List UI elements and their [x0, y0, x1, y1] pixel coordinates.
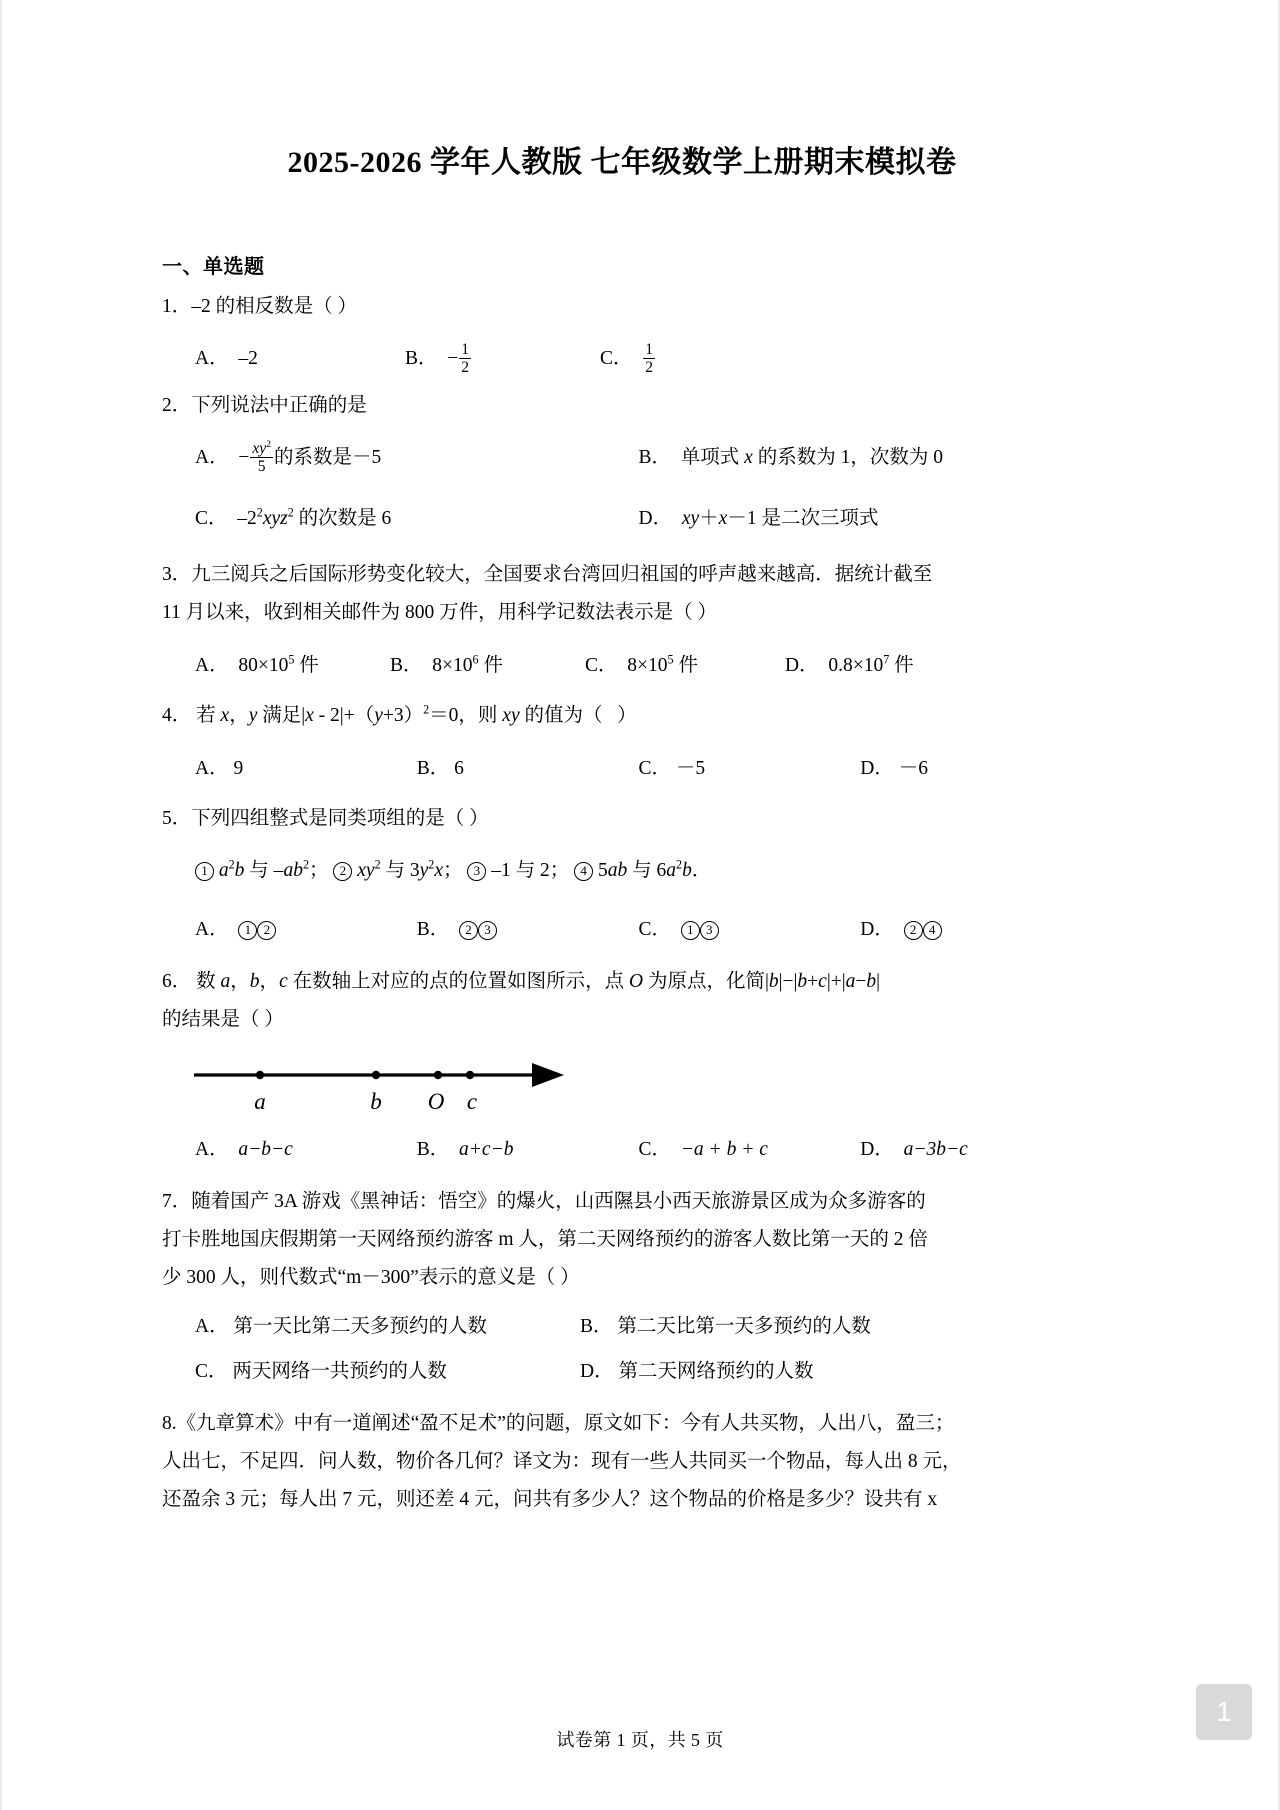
question-6-text-1: 数 a，b，c 在数轴上对应的点的位置如图所示，点 O 为原点，化简|b|−|b+c|+|a−b|	[196, 971, 881, 993]
option-1-a-label: A．	[195, 348, 229, 370]
circled-4-icon: 4	[574, 862, 593, 881]
number-line-diagram	[180, 1053, 600, 1119]
option-6-b-label: B．	[416, 1139, 450, 1161]
number-line-arrowhead	[532, 1063, 564, 1087]
option-1-c-label: C．	[600, 348, 633, 370]
question-4-stem	[162, 697, 1082, 735]
question-1-text: –2 的相反数是（ ）	[191, 296, 358, 317]
circled-4-icon: 4	[923, 921, 942, 940]
circled-1-icon: 1	[238, 921, 257, 940]
point-o-dot	[434, 1071, 442, 1079]
option-5-b-label: B．	[416, 919, 450, 941]
option-6-a[interactable]	[195, 1130, 417, 1169]
option-4-b-value: 6	[454, 758, 464, 780]
option-5-a[interactable]	[195, 910, 417, 949]
circled-2-icon: 2	[459, 921, 478, 940]
point-b-dot	[372, 1071, 380, 1079]
question-6-number: 6．	[162, 971, 192, 993]
question-5-items: 1 $a^2b$ 与 $-ab^2$； 2 $xy^2$ 与 $3y^2x$； 3 –1 与 2； 4 5ab 与 $6a^2b$．	[162, 852, 1082, 890]
option-2-c-label: C．	[195, 508, 228, 530]
section-heading: 一、单选题	[162, 256, 265, 278]
option-7-c-label: C．	[195, 1361, 228, 1383]
option-6-c-label: C．	[638, 1139, 672, 1161]
question-5-options	[162, 910, 1082, 949]
option-7-b-label: B．	[580, 1316, 613, 1338]
option-1-c-value: $\frac{1}{2}$	[645, 340, 654, 377]
question-6-stem-line-1	[162, 963, 1082, 1001]
option-7-a-label: A．	[195, 1316, 229, 1338]
question-7-stem-line-3: 少 300 人，则代数式“m－300”表示的意义是（ ）	[162, 1267, 580, 1289]
question-7-number: 7．	[162, 1191, 192, 1213]
option-2-b-label: B．	[638, 447, 672, 469]
option-4-d-value: －6	[898, 758, 928, 780]
option-3-a-label: A．	[195, 655, 229, 677]
question-7-stem-line-2: 打卡胜地国庆假期第一天网络预约游客 m 人，第二天网络预约的游客人数比第一天的 2 倍	[162, 1229, 928, 1251]
option-2-d[interactable]	[639, 499, 1083, 538]
question-4-number: 4．	[162, 705, 192, 727]
option-7-b-value: 第二天比第一天多预约的人数	[617, 1316, 871, 1338]
option-3-c[interactable]	[585, 646, 785, 685]
option-5-b[interactable]	[417, 910, 639, 949]
option-4-b[interactable]	[417, 749, 639, 788]
option-3-b[interactable]	[390, 646, 585, 685]
option-2-d-label: D．	[638, 508, 673, 530]
option-4-c-value: －5	[675, 758, 706, 780]
question-8-number: 8.	[162, 1413, 177, 1435]
option-7-c[interactable]	[195, 1352, 580, 1391]
question-4-text: 若 x，y 满足$|x - 2|+(y+3)^2=0$，则 xy 的值为（ ）	[196, 702, 637, 727]
option-6-d-value: a−3b−c	[903, 1139, 968, 1161]
option-5-d-value	[899, 919, 942, 940]
option-4-c[interactable]	[639, 749, 861, 788]
circled-3-icon: 3	[478, 921, 497, 940]
question-8-stem-line-2: 人出七，不足四．问人数，物价各几何？译文为：现有一些人共同买一个物品，每人出 8 元，	[162, 1451, 962, 1473]
option-3-d-value: $0.8\times 10^7$ 件	[823, 652, 914, 677]
page-shadow-left	[0, 0, 3, 1810]
question-2-text: 下列说法中正确的是	[191, 395, 367, 417]
option-2-d-value: xy＋x－1 是二次三项式	[681, 508, 879, 530]
question-7-stem-line-1	[162, 1183, 1082, 1221]
question-3-stem-line-1	[162, 556, 1082, 594]
question-8-stem-line-3: 还盈余 3 元；每人出 7 元，则还差 4 元，问共有多少人？这个物品的价格是多少？设共有 x	[162, 1489, 938, 1511]
option-4-b-label: B．	[416, 758, 450, 780]
option-6-d[interactable]	[860, 1130, 1082, 1169]
point-a-dot	[256, 1071, 264, 1079]
option-6-a-label: A．	[195, 1139, 229, 1161]
question-5-number: 5．	[162, 808, 192, 830]
question-5-text: 下列四组整式是同类项组的是（ ）	[191, 808, 489, 830]
option-6-b[interactable]	[417, 1130, 639, 1169]
option-3-d-label: D．	[785, 655, 819, 677]
question-1-options	[162, 339, 1082, 378]
option-2-a[interactable]	[195, 438, 639, 477]
page-number-badge: 1	[1196, 1684, 1252, 1740]
question-8-text-1: 《九章算术》中有一道阐述“盈不足术”的问题，原文如下：今有人共买物，人出八，盈三；	[176, 1413, 955, 1435]
option-2-c-value: $-2^2xyz^2$ 的次数是 6	[232, 505, 392, 530]
option-6-b-value: a+c−b	[459, 1139, 514, 1161]
option-5-c-label: C．	[638, 919, 672, 941]
question-3-stem-line-2: 11 月以来，收到相关邮件为 800 万件，用科学记数法表示是（ ）	[162, 602, 718, 624]
option-5-d[interactable]	[860, 910, 1082, 949]
option-5-b-value	[454, 919, 497, 940]
option-7-d-value: 第二天网络预约的人数	[618, 1361, 814, 1383]
point-c-label: c	[466, 1089, 478, 1115]
option-1-a[interactable]	[195, 339, 405, 378]
option-2-b[interactable]	[639, 438, 1083, 477]
option-4-c-label: C．	[638, 758, 672, 780]
option-7-a[interactable]	[195, 1307, 580, 1346]
option-1-a-value: –2	[233, 348, 258, 370]
option-6-a-value: a−b−c	[238, 1139, 293, 1161]
option-3-c-label: C．	[585, 655, 618, 677]
question-3-number: 3．	[162, 564, 192, 586]
circled-3-icon: 3	[700, 921, 719, 940]
option-7-d[interactable]	[580, 1352, 813, 1391]
option-5-a-label: A．	[195, 919, 229, 941]
question-1-number: 1．	[162, 296, 192, 317]
option-2-b-value: 单项式 x 的系数为 1，次数为 0	[675, 447, 943, 469]
option-4-d-label: D．	[860, 758, 894, 780]
option-1-b[interactable]	[405, 339, 600, 378]
question-7-options-row-2	[162, 1352, 1082, 1391]
circled-2-icon: 2	[257, 921, 276, 940]
question-6-stem-line-2: 的结果是（ ）	[162, 1009, 284, 1031]
option-4-a-label: A．	[195, 758, 229, 780]
option-1-b-value: − $\frac{1}{2}$	[442, 340, 470, 377]
option-3-c-value: $8\times 10^5$ 件	[622, 652, 698, 677]
option-6-c[interactable]	[639, 1130, 861, 1169]
option-1-c[interactable]	[600, 339, 800, 378]
option-6-d-label: D．	[860, 1139, 894, 1161]
page-content	[162, 0, 1082, 1519]
option-3-b-label: B．	[390, 655, 423, 677]
question-3-text-1: 九三阅兵之后国际形势变化较大，全国要求台湾回归祖国的呼声越来越高．据统计截至	[191, 564, 933, 586]
question-2-options-row-1	[162, 438, 1082, 477]
page-title: 2025-2026 学年人教版 七年级数学上册期末模拟卷	[287, 146, 957, 179]
option-2-c[interactable]	[195, 499, 639, 538]
circled-2-icon: 2	[333, 862, 352, 881]
point-c-dot	[466, 1071, 474, 1079]
circled-1-icon: 1	[681, 921, 700, 940]
question-7-text-1: 随着国产 3A 游戏《黑神话：悟空》的爆火，山西隰县小西天旅游景区成为众多游客的	[191, 1191, 926, 1213]
question-2-options-row-2	[162, 499, 1082, 538]
circled-3-icon: 3	[467, 862, 486, 881]
option-3-a[interactable]	[195, 646, 390, 685]
point-a-label: a	[254, 1089, 266, 1115]
page-footer: 试卷第 1 页，共 5 页	[556, 1730, 724, 1750]
option-2-a-value: − $\frac{xy^2}{5}$ 的系数是－5	[233, 438, 382, 476]
option-1-b-label: B．	[405, 348, 438, 370]
option-3-b-value: $8\times 10^6$ 件	[427, 652, 503, 677]
point-b-label: b	[370, 1089, 382, 1115]
circled-2-icon: 2	[904, 921, 923, 940]
option-2-a-label: A．	[195, 447, 229, 469]
option-6-c-value: −a + b + c	[680, 1139, 768, 1161]
option-7-c-value: 两天网络一共预约的人数	[232, 1361, 447, 1383]
option-5-d-label: D．	[860, 919, 894, 941]
option-7-d-label: D．	[580, 1361, 614, 1383]
option-4-d[interactable]	[860, 749, 1082, 788]
question-2-stem	[162, 388, 1082, 424]
circled-1-icon: 1	[195, 862, 214, 881]
option-7-a-value: 第一天比第二天多预约的人数	[233, 1316, 487, 1338]
option-7-b[interactable]	[580, 1307, 871, 1346]
option-5-a-value	[233, 919, 276, 940]
question-2-number: 2．	[162, 395, 192, 417]
option-3-d[interactable]	[785, 646, 914, 685]
question-8-stem-line-1	[162, 1405, 1082, 1443]
question-6-options	[162, 1130, 1082, 1169]
option-5-c-value	[676, 919, 719, 940]
option-4-a-value: 9	[233, 758, 244, 780]
question-5-stem	[162, 800, 1082, 838]
option-3-a-value: $80\times 10^5$ 件	[233, 652, 319, 677]
question-3-options	[162, 646, 1082, 685]
option-5-c[interactable]	[639, 910, 861, 949]
question-1-stem	[162, 289, 1082, 325]
point-o-label: O	[427, 1089, 445, 1115]
option-4-a[interactable]	[195, 749, 417, 788]
question-7-options-row-1	[162, 1307, 1082, 1346]
question-6-figure	[162, 1053, 1082, 1124]
question-4-options	[162, 749, 1082, 788]
